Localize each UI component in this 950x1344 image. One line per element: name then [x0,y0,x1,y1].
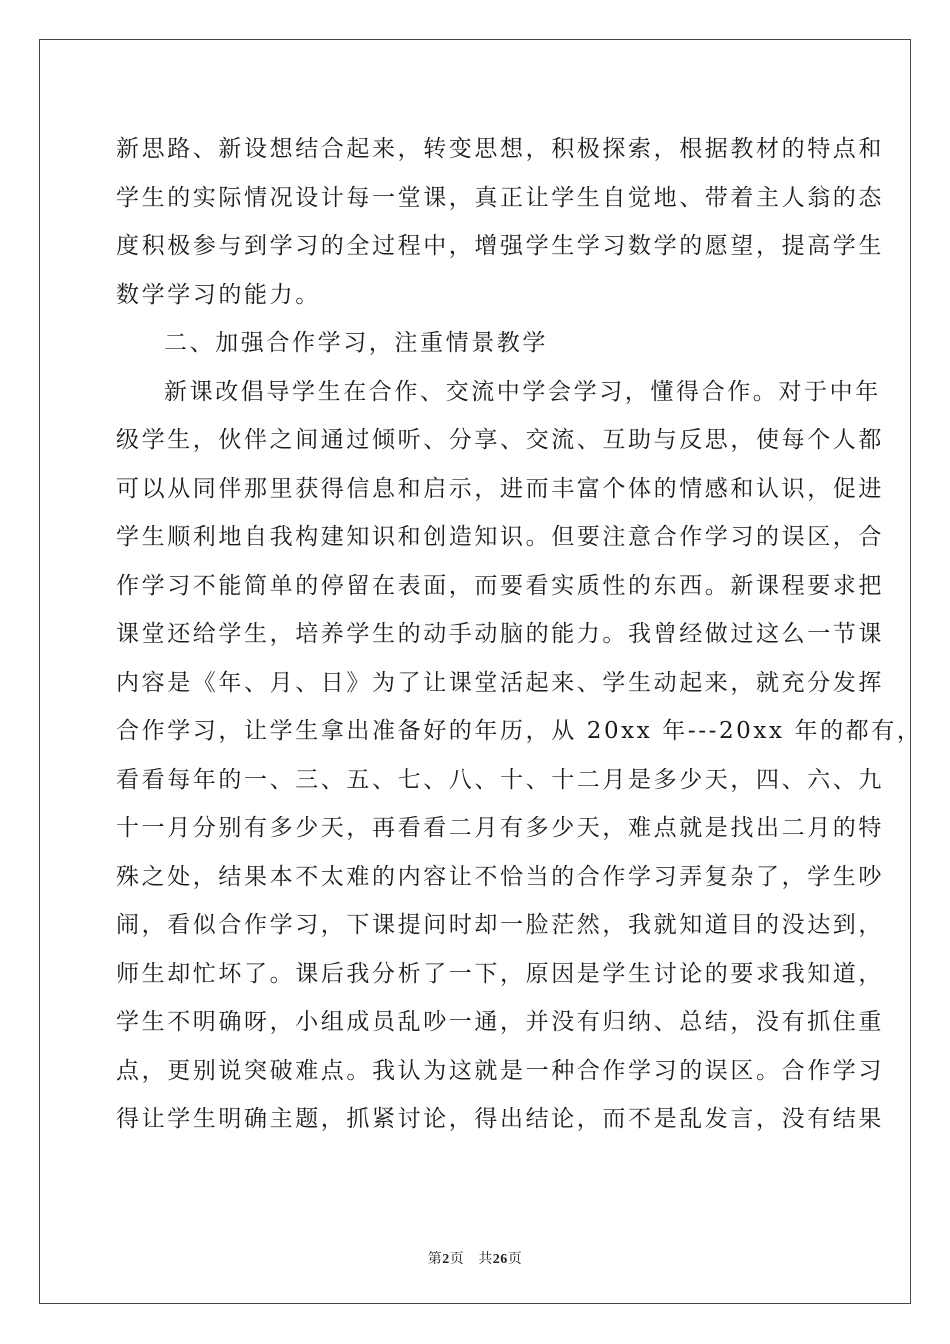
text-line: 级学生，伙伴之间通过倾听、分享、交流、互助与反思，使每个人都 [116,427,884,453]
text-line: 内容是《年、月、日》为了让课堂活起来、学生动起来，就充分发挥 [116,669,884,696]
section-heading: 二、加强合作学习，注重情景教学 [164,330,548,356]
text-line: 点，更别说突破难点。我认为这就是一种合作学习的误区。合作学习 [116,1057,884,1084]
text-line: 新思路、新设想结合起来，转变思想，积极探索，根据教材的特点和 [116,136,884,162]
page-number: 2 [442,1252,450,1267]
text-line: 课堂还给学生，培养学生的动手动脑的能力。我曾经做过这么一节课 [116,621,884,647]
text-line: 殊之处，结果本不太难的内容让不恰当的合作学习弄复杂了，学生吵 [116,863,884,890]
body-text [116,131,923,1150]
page-footer [0,1248,950,1268]
text-line: 十一月分别有多少天，再看看二月有多少天，难点就是找出二月的特 [116,815,884,841]
text-line: 师生却忙坏了。课后我分析了一下，原因是学生讨论的要求我知道， [116,960,884,987]
text-line: 学生不明确呀，小组成员乱吵一通，并没有归纳、总结，没有抓住重 [116,1009,884,1035]
text-line: 数学学习的能力。 [116,281,321,308]
text-line: 合作学习，让学生拿出准备好的年历，从 20xx 年---20xx 年的都有， [116,718,923,744]
total-prefix: 共 [478,1252,493,1267]
text-line: 闹，看似合作学习，下课提问时却一脸茫然，我就知道目的没达到， [116,912,884,938]
text-line: 新课改倡导学生在合作、交流中学会学习，懂得合作。对于中年 [164,378,881,405]
text-line: 学生的实际情况设计每一堂课，真正让学生自觉地、带着主人翁的态 [116,184,884,211]
text-line: 看看每年的一、三、五、七、八、十、十二月是多少天，四、六、九 [116,766,884,793]
page-suffix: 页 [449,1252,465,1267]
total-pages: 26 [492,1252,508,1267]
total-suffix: 页 [507,1252,523,1267]
text-line: 作学习不能简单的停留在表面，而要看实质性的东西。新课程要求把 [116,572,884,599]
text-line: 可以从同伴那里获得信息和启示，进而丰富个体的情感和认识，促进 [116,475,884,502]
text-line: 得让学生明确主题，抓紧讨论，得出结论，而不是乱发言，没有结果 [116,1106,884,1132]
text-line: 度积极参与到学习的全过程中，增强学生学习数学的愿望，提高学生 [116,233,884,259]
page-prefix: 第 [427,1252,443,1267]
text-line: 学生顺利地自我构建知识和创造知识。但要注意合作学习的误区，合 [116,524,884,550]
